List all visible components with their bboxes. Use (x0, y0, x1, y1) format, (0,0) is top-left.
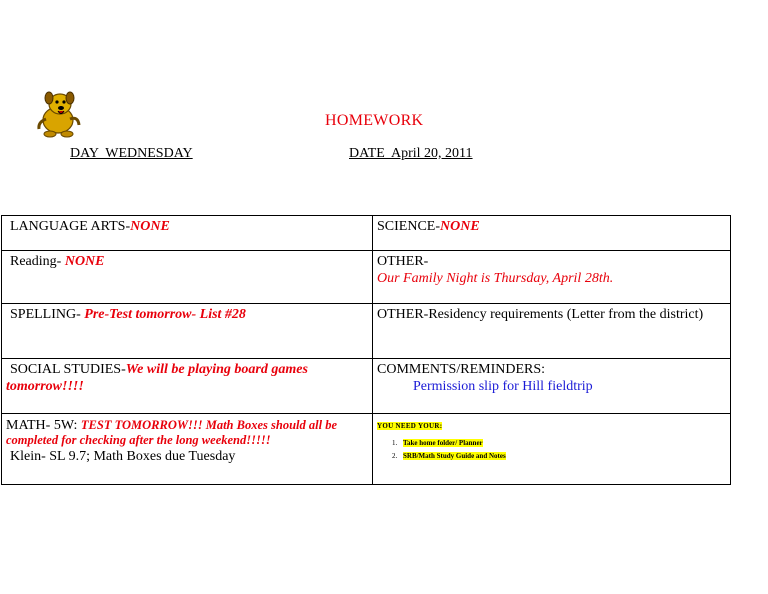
comments-cell (373, 359, 731, 414)
residency-note: Residency requirements (Letter from the district) (428, 307, 704, 322)
spelling-label: SPELLING- (10, 307, 81, 322)
list-item: 2. SRB/Math Study Guide and Notes (399, 450, 726, 463)
spelling-cell (2, 304, 373, 359)
math-label: MATH- 5W: (6, 418, 81, 433)
reading-cell (2, 251, 373, 304)
spelling-value: Pre-Test tomorrow- List #28 (84, 307, 246, 322)
reading-label: Reading- (10, 254, 62, 269)
language-arts-cell (2, 216, 373, 251)
social-studies-cell (2, 359, 373, 414)
page-title: HOMEWORK (325, 112, 424, 129)
math-cell (2, 414, 373, 485)
math-klein-note: Klein- SL 9.7; Math Boxes due Tuesday (10, 449, 236, 464)
you-need-cell (373, 414, 731, 485)
day-label: DAY WEDNESDAY (70, 146, 193, 161)
family-night-note: Our Family Night is Thursday, April 28th. (377, 271, 614, 286)
science-label: SCIENCE- (377, 219, 440, 234)
list-item: 1. Take home folder/ Planner (399, 437, 726, 450)
social-studies-value: We will be playing board games tomorrow!!!! (6, 362, 308, 394)
other-label-2: OTHER- (377, 307, 429, 322)
dog-mascot-icon (34, 89, 84, 139)
science-value: NONE (440, 219, 480, 234)
math-value: TEST TOMORROW!!! Math Boxes should all be completed for checking after the long weekend!!!!! (6, 418, 337, 447)
language-arts-label: LANGUAGE ARTS- (10, 219, 131, 234)
permission-slip-note: Permission slip for Hill fieldtrip (413, 379, 593, 394)
social-studies-label: SOCIAL STUDIES- (10, 362, 126, 377)
you-need-heading: YOU NEED YOUR: (377, 422, 443, 430)
comments-label: COMMENTS/REMINDERS: (377, 362, 546, 377)
you-need-list (377, 437, 726, 463)
date-label: DATE April 20, 2011 (349, 146, 473, 161)
science-cell (373, 216, 731, 251)
reading-value: NONE (64, 254, 105, 269)
other-label-1: OTHER- (377, 254, 429, 269)
other-cell-2 (373, 304, 731, 359)
other-cell-1 (373, 251, 731, 304)
language-arts-value: NONE (130, 219, 170, 234)
homework-table (1, 215, 731, 485)
